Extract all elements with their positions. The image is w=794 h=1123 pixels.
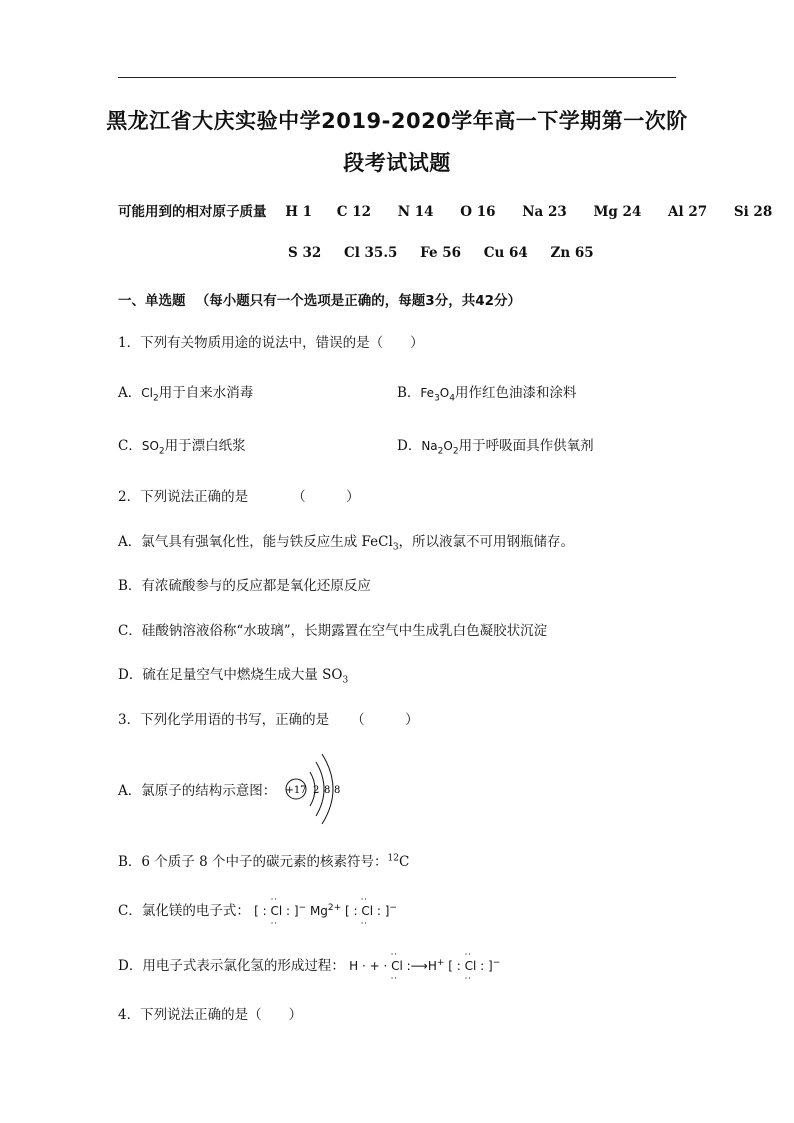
question-3-option-a: A．氯原子的结构示意图： (118, 783, 277, 799)
question-2-option-b: B．有浓硫酸参与的反应都是氧化还原反应 (118, 578, 371, 594)
question-1-option-d: D．$Na_2O_2$用于呼吸面具作供氧剂 (397, 438, 594, 457)
mass-item: S 32 (288, 245, 322, 261)
question-2-option-c: C．硅酸钠溶液俗称“水玻璃”，长期露置在空气中生成乳白色凝胶状沉淀 (118, 623, 548, 639)
mass-item: H 1 (285, 204, 313, 220)
question-3-option-c: C．氯化镁的电子式： [ : : Cl : : ]− $Mg^{2+}$ [ : : Cl : : ]− (118, 899, 397, 919)
header-rule (118, 77, 676, 78)
question-1-option-b: B．$Fe_3O_4$用作红色油漆和涂料 (397, 385, 577, 404)
question-2-stem: 2．下列说法正确的是 （ ） (118, 489, 360, 505)
atomic-masses-row2 (288, 245, 594, 261)
page-title-line2: 段考试试题 (343, 151, 451, 175)
mass-item: Fe 56 (420, 245, 462, 261)
question-2-option-a: A．氯气具有强氧化性，能与铁反应生成 FeCl$_3$，所以液氯不可用钢瓶储存。 (118, 534, 575, 553)
mass-item: Cu 64 (483, 245, 528, 261)
mass-item: Si 28 (733, 204, 773, 220)
shell-electrons-1: 2 (313, 785, 320, 796)
page-title-line1: 黑龙江省大庆实验中学2019-2020学年高一下学期第一次阶 (106, 109, 688, 133)
question-3-option-b: B．6 个质子 8 个中子的碳元素的核素符号：$^{12}$C (118, 853, 410, 870)
question-2-option-d: D．硫在足量空气中燃烧生成大量 $SO_3$ (118, 667, 349, 686)
mass-item: Na 23 (522, 204, 567, 220)
question-3-stem: 3．下列化学用语的书写，正确的是 （ ） (118, 712, 419, 728)
electron-formula-mgcl2: [ : : Cl : : ]− $Mg^{2+}$ [ : : Cl : : ]− (254, 904, 397, 918)
mass-item: O 16 (460, 204, 496, 220)
section-heading: 一、单选题 （每小题只有一个选项是正确的，每题3分，共42分） (118, 293, 521, 309)
question-3-option-d: D．用电子式表示氯化氢的形成过程： H · + · : Cl : :⟶H+ [ : : Cl : : ]− (118, 954, 500, 974)
chlorine-atom-structure-diagram (280, 752, 370, 826)
mass-item: C 12 (336, 204, 371, 220)
atomic-masses-label: 可能用到的相对原子质量 (118, 204, 267, 220)
shell-electrons-2: 8 (324, 785, 331, 796)
nucleus-charge: +17 (285, 785, 307, 796)
mass-item: Al 27 (668, 204, 708, 220)
question-1-option-a: A．$Cl_2$用于自来水消毒 (118, 385, 254, 404)
shell-electrons-3: 8 (334, 785, 341, 796)
electron-formula-hcl: H · + · : Cl : :⟶H+ [ : : Cl : : ]− (349, 959, 500, 973)
mass-item: N 14 (397, 204, 434, 220)
question-1-option-c: C．$SO_2$用于漂白纸浆 (118, 438, 246, 457)
question-4-stem: 4．下列说法正确的是（ ） (118, 1007, 303, 1023)
atomic-masses-row1 (118, 200, 772, 220)
mass-item: Zn 65 (550, 245, 594, 261)
question-1-stem: 1．下列有关物质用途的说法中，错误的是（ ） (118, 335, 424, 351)
mass-item: Cl 35.5 (343, 245, 398, 261)
mass-item: Mg 24 (593, 204, 642, 220)
